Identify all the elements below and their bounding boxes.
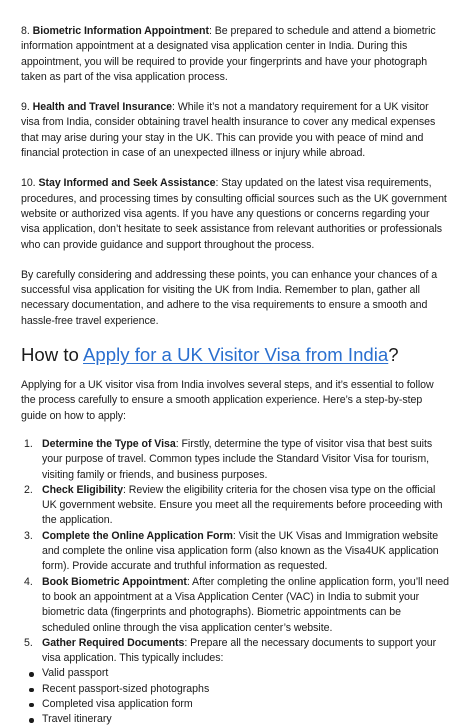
paragraph-stay-informed: [21, 176, 450, 252]
step-text: : Prepare all the necessary documents to support your visa application. This typically includes:: [42, 636, 437, 665]
step-title: Check Eligibility: [42, 483, 123, 496]
item-title: Biometric Information Appointment: [32, 25, 209, 37]
list-item: [21, 682, 450, 697]
item-title: Stay Informed and Seek Assistance: [38, 177, 216, 190]
list-item-text: Completed visa application form: [42, 697, 193, 710]
step-number: 1.: [24, 437, 33, 450]
list-item: [21, 712, 450, 727]
intro-paragraph: Applying for a UK visitor visa from India involves several steps, and it’s essential to follow the process carefully to ensure a smooth application experience. Here’s a step-by-step guide on how to apply:: [21, 379, 434, 422]
step-item: [21, 636, 450, 667]
step-text: : After completing the online application form, you’ll need to book an appointment at a Visa Application Center (VAC) in India to submit your biometric data (fingerprints and photographs). Biometric appointments can be scheduled online through the visa application center’s website.: [42, 575, 449, 634]
paragraph-health-insurance: [21, 100, 450, 161]
heading-suffix: ?: [388, 344, 399, 366]
bullet-icon: [29, 703, 34, 708]
steps-list: [21, 437, 450, 666]
step-number: 5.: [24, 636, 33, 649]
step-title: Determine the Type of Visa: [42, 437, 176, 450]
step-item: [21, 437, 450, 483]
item-title: Health and Travel Insurance: [32, 101, 173, 114]
step-number: 4.: [24, 575, 33, 588]
item-text: : Stay updated on the latest visa requirements, procedures, and processing times by consulting official sources such as the UK government website or authorized visa agents. If you have any questions or concerns regarding your visa application, don’t hesitate to seek assistance from relevant authorities or professionals who can provide guidance and support throughout the process.: [21, 177, 447, 251]
step-title: Book Biometric Appointment: [42, 575, 187, 588]
section-heading: [21, 344, 450, 366]
step-title: Complete the Online Application Form: [42, 529, 233, 542]
item-number: 9.: [21, 101, 33, 114]
item-text: : While it’s not a mandatory requirement for a UK visitor visa from India, consider obtaining travel health insurance to cover any medical expenses that may arise during your stay in the UK. This can provide you with peace of mind and financial protection in case of an unexpected illness or injury while abroad.: [21, 101, 436, 160]
step-number: 2.: [24, 483, 33, 496]
step-item: [21, 575, 450, 636]
bullet-icon: [29, 718, 34, 723]
list-item-text: Travel itinerary: [42, 713, 112, 726]
step-text: : Firstly, determine the type of visitor visa that best suits your purpose of travel. Common types include the Standard Visitor Visa for tourism, visiting family or friends, and business purposes.: [42, 437, 433, 481]
step-number: 3.: [24, 529, 33, 542]
list-item-text: Recent passport-sized photographs: [42, 682, 210, 695]
list-item-text: Valid passport: [42, 667, 109, 680]
item-text: : Be prepared to schedule and attend a biometric information appointment at a designated visa application center in India. During this appointment, you will be required to provide your fingerprints and have your photograph taken as part of the visa application process.: [21, 25, 436, 83]
bullet-icon: [29, 688, 34, 693]
step-item: [21, 483, 450, 529]
apply-visa-link[interactable]: Apply for a UK Visitor Visa from India: [83, 344, 389, 366]
step-text: : Visit the UK Visas and Immigration website and complete the online visa application form (also known as the Visa4UK application form). Provide accurate and truthful information as requested.: [42, 529, 439, 573]
item-number: 8.: [21, 25, 33, 37]
documents-list: [21, 666, 450, 727]
step-item: [21, 529, 450, 575]
bullet-icon: [29, 672, 34, 677]
step-text: : Review the eligibility criteria for the chosen visa type on the official UK government website. Ensure you meet all the requirements before proceeding with the application.: [42, 483, 443, 527]
step-title: Gather Required Documents: [42, 636, 185, 649]
paragraph-biometric-appointment: [21, 24, 450, 85]
heading-prefix: How to: [21, 344, 84, 366]
item-number: 10.: [21, 177, 39, 190]
list-item: [21, 697, 450, 712]
closing-paragraph: By carefully considering and addressing these points, you can enhance your chances of a successful visa application for visiting the UK from India. Remember to plan, gather all necessary documentation, and adhere to the visa requirements to ensure a smooth and hassle-free travel experience.: [21, 268, 438, 327]
